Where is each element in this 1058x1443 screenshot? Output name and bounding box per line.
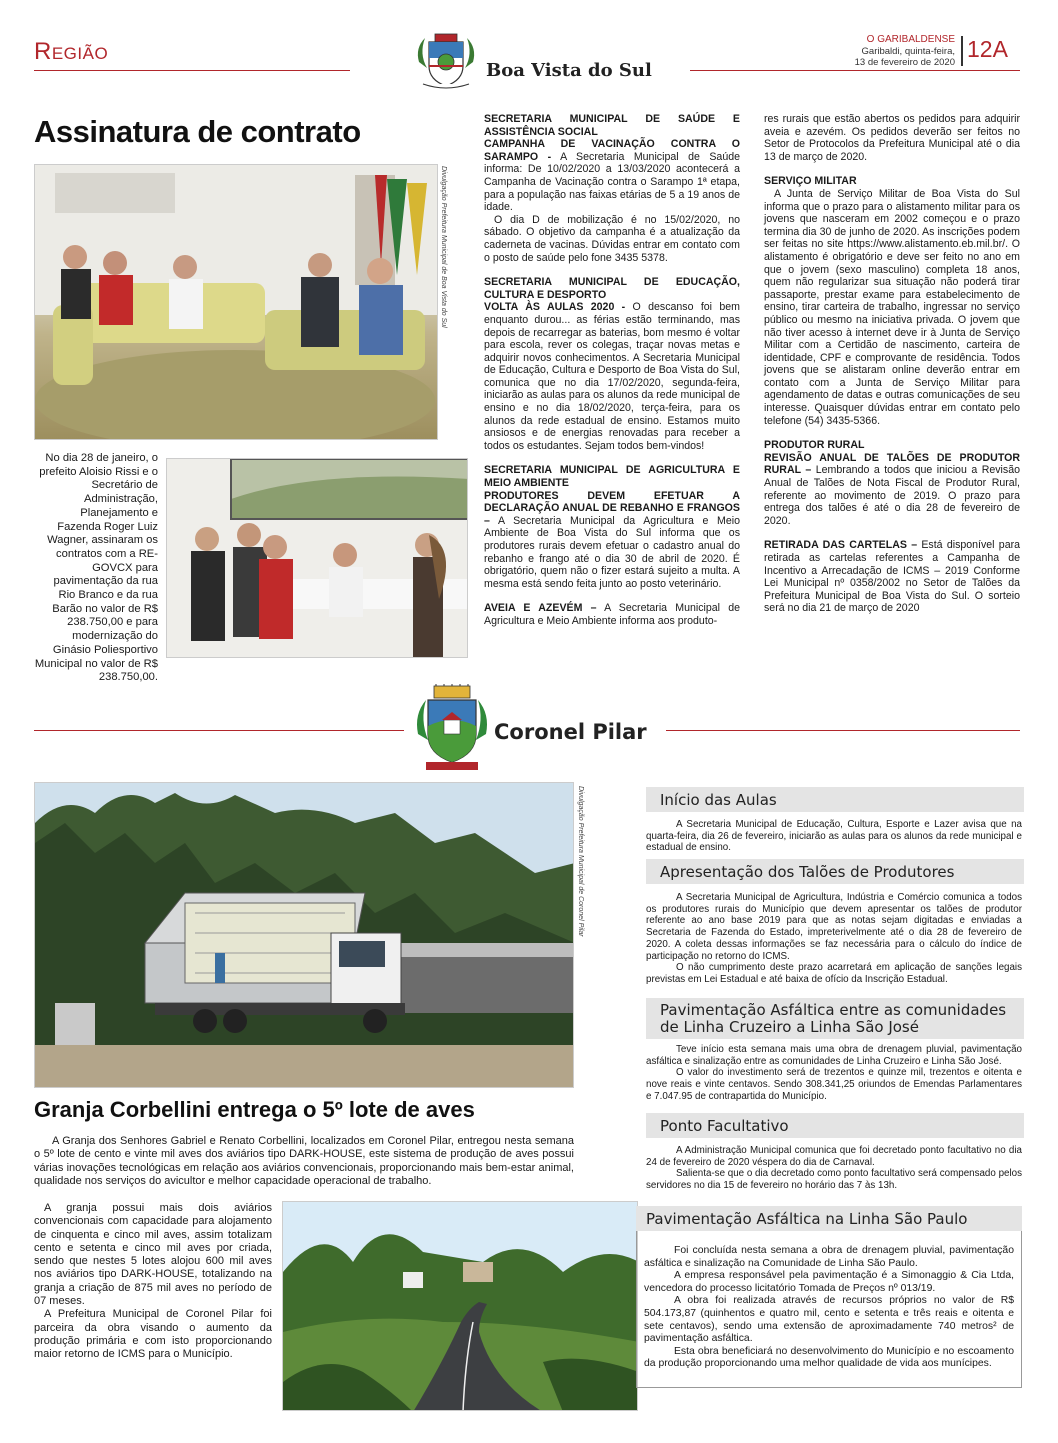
sub-vacinacao: CAMPANHA DE VACINAÇÃO CONTRA O SARAMPO -	[484, 138, 740, 163]
granja-para-2: A granja possui mais dois aviários convencionais com capacidade para alojamento de cinquenta e cinco mil aves, assim totalizam cento e setenta e cinco mil aves por criada, sendo que nestes 5 lotes alojou 600 mil aves nos aviários tipo DARK-HOUSE, totalizando na granja a criação de 875 mil aves no período de 07 meses.	[34, 1202, 272, 1308]
text-revisao-taloes: Lembrando a todos que iniciou a Revisão Anual de Talões de Nota Fiscal de Produtor Rural, referente ao movimento de 2019. O prazo para entrega dos talões é até o dia 28 de fevereiro de 2020.	[764, 464, 1020, 527]
taloes-para-2: O não cumprimento deste prazo acarretará em aplicação de sanções legais previstas em Lei Estadual e até baixa de ofício da Inscrição Estadual.	[646, 962, 1022, 985]
cruzeiro-para-2: O valor do investimento será de trezentos e quinze mil, trezentos e oitenta e nove reais e vinte centavos. Sendo 308.341,25 oriundos de Emendas Parlamentares e 7.047.95 de contrapartida do Município.	[646, 1067, 1022, 1102]
headline-granja: Granja Corbellini entrega o 5º lote de aves	[34, 1097, 475, 1122]
box-title-inicio-aulas: Início das Aulas	[646, 787, 1024, 812]
box-title-taloes: Apresentação dos Talões de Produtores	[646, 859, 1024, 884]
text-vacinacao: A Secretaria Municipal de Saúde informa: De 10/02/2020 a 13/03/2020 acontecerá a Campanha de Vacinação contra o Sarampo 1ª etapa, para a população nas faixas etárias de 5 a 19 anos de idade.	[484, 150, 740, 214]
granja-para-1: A Granja dos Senhores Gabriel e Renato Corbellini, localizados em Coronel Pilar, entregou nesta semana o 5º lote de cento e vinte mil aves dos aviários tipo DARK-HOUSE, este sistema de produção de aves possui várias inovações tecnológicas em relação aos aviários convencionais, proporcionando mais bem-estar animal, qualidade nos serviços do avicultor e melhor capacidade operacional de trabalho.	[34, 1135, 574, 1187]
sub-rebanho: PRODUTORES DEVEM EFETUAR A DECLARAÇÃO ANUAL DE REBANHO E FRANGOS –	[484, 489, 740, 527]
heading-educacao: SECRETARIA MUNICIPAL DE EDUCAÇÃO, CULTURA E DESPORTO	[484, 276, 740, 301]
cruzeiro-para-1: Teve início esta semana mais uma obra de drenagem pluvial, pavimentação asfáltica e sinalização entre as comunidades de Linha Cruzeiro e Linha São José.	[646, 1044, 1022, 1067]
heading-saude: SECRETARIA MUNICIPAL DE SAÚDE E ASSISTÊNCIA SOCIAL	[484, 113, 740, 138]
para-rebanho	[484, 490, 740, 591]
box-title-pav-cruzeiro: Pavimentação Asfáltica entre as comunidades de Linha Cruzeiro a Linha São José	[646, 998, 1024, 1039]
ponto-para-2: Salienta-se que o dia decretado como ponto facultativo será compensado pelos servidores no dia 15 de fevereiro no horário das 7 às 13h.	[646, 1168, 1022, 1192]
sub-aveia: AVEIA E AZEVÉM –	[484, 602, 597, 615]
paper-name: O GARIBALDENSE	[866, 34, 955, 45]
header-rule-right	[690, 70, 1020, 71]
para-vacinacao	[484, 138, 740, 214]
page-number: 12A	[967, 36, 1008, 62]
text-aveia: A Secretaria Municipal de Agricultura e Meio Ambiente informa aos produto-	[484, 602, 741, 627]
heading-servico-militar: SERVIÇO MILITAR	[764, 175, 857, 188]
coronel-rule-left	[34, 730, 404, 731]
city-title: Boa Vista do Sul	[486, 60, 652, 81]
header-rule-left	[34, 70, 350, 71]
sub-revisao-taloes: REVISÃO ANUAL DE TALÕES DE PRODUTOR RURAL –	[764, 451, 1020, 477]
box-body-pav-cruzeiro	[646, 1044, 1022, 1103]
box-body-linha-sao-paulo	[644, 1245, 1014, 1371]
ponto-para-1: A Administração Municipal comunica que foi decretado ponto facultativo no dia 24 de fevereiro de 2020 véspera do dia de Carnaval.	[646, 1145, 1022, 1168]
saopaulo-para-2: A empresa responsável pela pavimentação é a Simonaggio & Cia Ltda, vencedora do processo licitatório Tomada de Preços nº 013/19.	[644, 1270, 1014, 1294]
para-aveia-cont: res rurais que estão abertos os pedidos para adquirir aveia e azevém. Os pedidos deverão ser feitos no Setor de Protocolos da Prefeitura Municipal até o dia 13 de março de 2020.	[764, 113, 1020, 163]
photo-meeting-table	[166, 458, 468, 658]
section-title: Região	[34, 38, 109, 65]
granja-column	[34, 1202, 272, 1362]
para-cartelas	[764, 539, 1020, 615]
sub-cartelas: RETIRADA DAS CARTELAS –	[764, 539, 918, 552]
boavista-column-1	[484, 113, 740, 628]
photo-truck-granja	[34, 782, 574, 1088]
headline-contract: Assinatura de contrato	[34, 114, 361, 149]
saopaulo-para-3: A obra foi realizada através de recursos próprios no valor de R$ 504.173,87 (quinhentos e quatro mil, cento e setenta e três reais e oitenta e sete centavos), sendo uma extensão de aproximadamente 740 metros² de pavimentação asfáltica.	[644, 1295, 1014, 1345]
text-rebanho: A Secretaria Municipal da Agricultura e Meio Ambiente de Boa Vista do Sul informa que os produtores rurais devem efetuar o cadastro anual do rebanho e frango até o dia 30 de abril de 2020. É obrigatório, quem não o fizer estará sujeito a multa. A mesma está sendo feita junto ao posto veterinário.	[484, 514, 740, 590]
heading-agricultura: SECRETARIA MUNICIPAL DE AGRICULTURA E MEIO AMBIENTE	[484, 464, 740, 490]
coronel-crest-icon	[412, 684, 492, 772]
aulas-para-1: A Secretaria Municipal de Educação, Cultura, Esporte e Lazer avisa que na quarta-feira, dia 26 de fevereiro, iniciarão as aulas para os alunos da rede municipal e estadual de ensino.	[646, 819, 1022, 854]
para-dia-d: O dia D de mobilização é no 15/02/2020, no sábado. O objetivo da campanha é a atualização da caderneta de vacinas. Dúvidas entrar em contato com o posto de saúde pelo fone 3435 5378.	[484, 213, 740, 264]
heading-produtor-rural: PRODUTOR RURAL	[764, 439, 865, 452]
photo-road-linha-sao-paulo	[282, 1201, 638, 1411]
dateline-2: 13 de fevereiro de 2020	[854, 57, 955, 68]
photo-meeting-sofa	[34, 164, 438, 440]
boavista-crest-icon	[413, 28, 479, 92]
taloes-para-1: A Secretaria Municipal de Agricultura, Indústria e Comércio comunica a todos os produtores rurais do Município que devem apresentar os talões de produtor referente ao ano base 2019 para que as notas sejam digitadas e enviadas a Secretaria de Fazenda do Estado, impreterivelmente até o dia 28 de fevereiro de 2020. A coleta dessas informações se faz necessária para o cálculo do índice de participação no retorno do ICMS.	[646, 892, 1022, 962]
photo-credit-boavista: Divulgação Prefeitura Municipal de Boa Vista do Sul	[440, 166, 447, 328]
photo-credit-coronel: Divulgação Prefeitura Municipal de Coronel Pilar	[577, 786, 584, 937]
para-aveia	[484, 602, 740, 627]
dateline-1: Garibaldi, quinta-feira,	[861, 46, 955, 57]
box-body-taloes	[646, 892, 1022, 986]
sub-volta-aulas: VOLTA ÀS AULAS 2020 -	[484, 301, 626, 314]
text-volta-aulas: O descanso foi bem enquanto durou... as férias estão terminando, mas depois de recarregar as baterias, bom mesmo é voltar para escola, rever os colegas, traçar novas metas e adquirir novos conhecimentos. A Secretaria Municipal de Educação, Cultura e Desporto de Boa Vista do Sul, comunica que no dia 17/02/2020, segunda-feira, iniciarão as aulas para os alunos da rede municipal de ensino e no dia 18/02/2020, terça-feira, para os alunos da rede estadual de ensino. Estamos muito ansiosos e de energias renovadas para receber a todos os estudantes. Sejam todos bem-vindos!	[484, 301, 740, 452]
granja-para-3: A Prefeitura Municipal de Coronel Pilar foi parceira da obra visando o aumento da produção primária e com isto proporcionando maior retorno de ICMS para o Município.	[34, 1308, 272, 1361]
para-revisao-taloes	[764, 452, 1020, 528]
caption-contract: No dia 28 de janeiro, o prefeito Aloisio Rissi e o Secretário de Administração, Planejamento e Fazenda Roger Luiz Wagner, assinaram os contratos com a RE-GOVCX para pavimentação da rua Rio Branco e da rua Barão no valor de R$ 238.750,00 e para modernização do Ginásio Poliesportivo Municipal no valor de R$ 238.750,00.	[34, 452, 158, 684]
coronel-city-title: Coronel Pilar	[494, 720, 647, 744]
text-cartelas: Está disponível para retirada as cartelas referentes a Campanha de Incentivo a Arrecadação de ICMS – 2019 Conforme Lei Municipal nº 0358/2002 no Setor de Talões da Prefeitura Municipal de Boa Vista do Sul. O sorteio será no dia 21 de março de 2020	[764, 539, 1021, 615]
box-body-inicio-aulas	[646, 819, 1022, 854]
box-title-linha-sao-paulo: Pavimentação Asfáltica na Linha São Paulo	[636, 1206, 1022, 1231]
saopaulo-para-4: Esta obra beneficiará no desenvolvimento do Município e no escoamento da produção proporcionando uma melhor qualidade de vida aos munícipes.	[644, 1345, 1014, 1370]
para-alistamento: A Junta de Serviço Militar de Boa Vista do Sul informa que o prazo para o alistamento militar para os jovens que nasceram em 2002 começou e o prazo termina dia 30 de junho de 2020. As inscrições podem ser feitas no site https://www.alistamento.eb.mil.br/. O alistamento é obrigatório e deve ser feito no ano em que o jovem (sexo masculino) completa 18 anos, quem não regularizar sua situação não poderá tirar passaporte, prestar exame para estabelecimento de ensino, tirar carteira de trabalho, ingressar no serviço público ou mesmo na iniciativa privada. O jovem que não tiver acesso à internet deve ir à Junta de Serviço Militar com a Certidão de nascimento, carteira de identidade, CPF e comprovante de residência. Todos jovens que se alistaram online deverão entrar em contato com a Junta de Serviço Militar para agendamento de datas e outras comunicações de seu interesse. Quaisquer dúvidas entrar em contato pelo telefone (54) 3435-5366.	[764, 187, 1020, 427]
box-body-ponto-facultativo	[646, 1145, 1022, 1192]
page-divider	[961, 36, 963, 66]
coronel-rule-right	[666, 730, 1020, 731]
box-title-ponto-facultativo: Ponto Facultativo	[646, 1113, 1024, 1138]
para-volta-aulas	[484, 301, 740, 452]
boavista-column-2	[764, 113, 1020, 615]
saopaulo-para-1: Foi concluída nesta semana a obra de drenagem pluvial, pavimentação asfáltica e sinalização na Comunidade de Linha São Paulo.	[644, 1245, 1014, 1269]
